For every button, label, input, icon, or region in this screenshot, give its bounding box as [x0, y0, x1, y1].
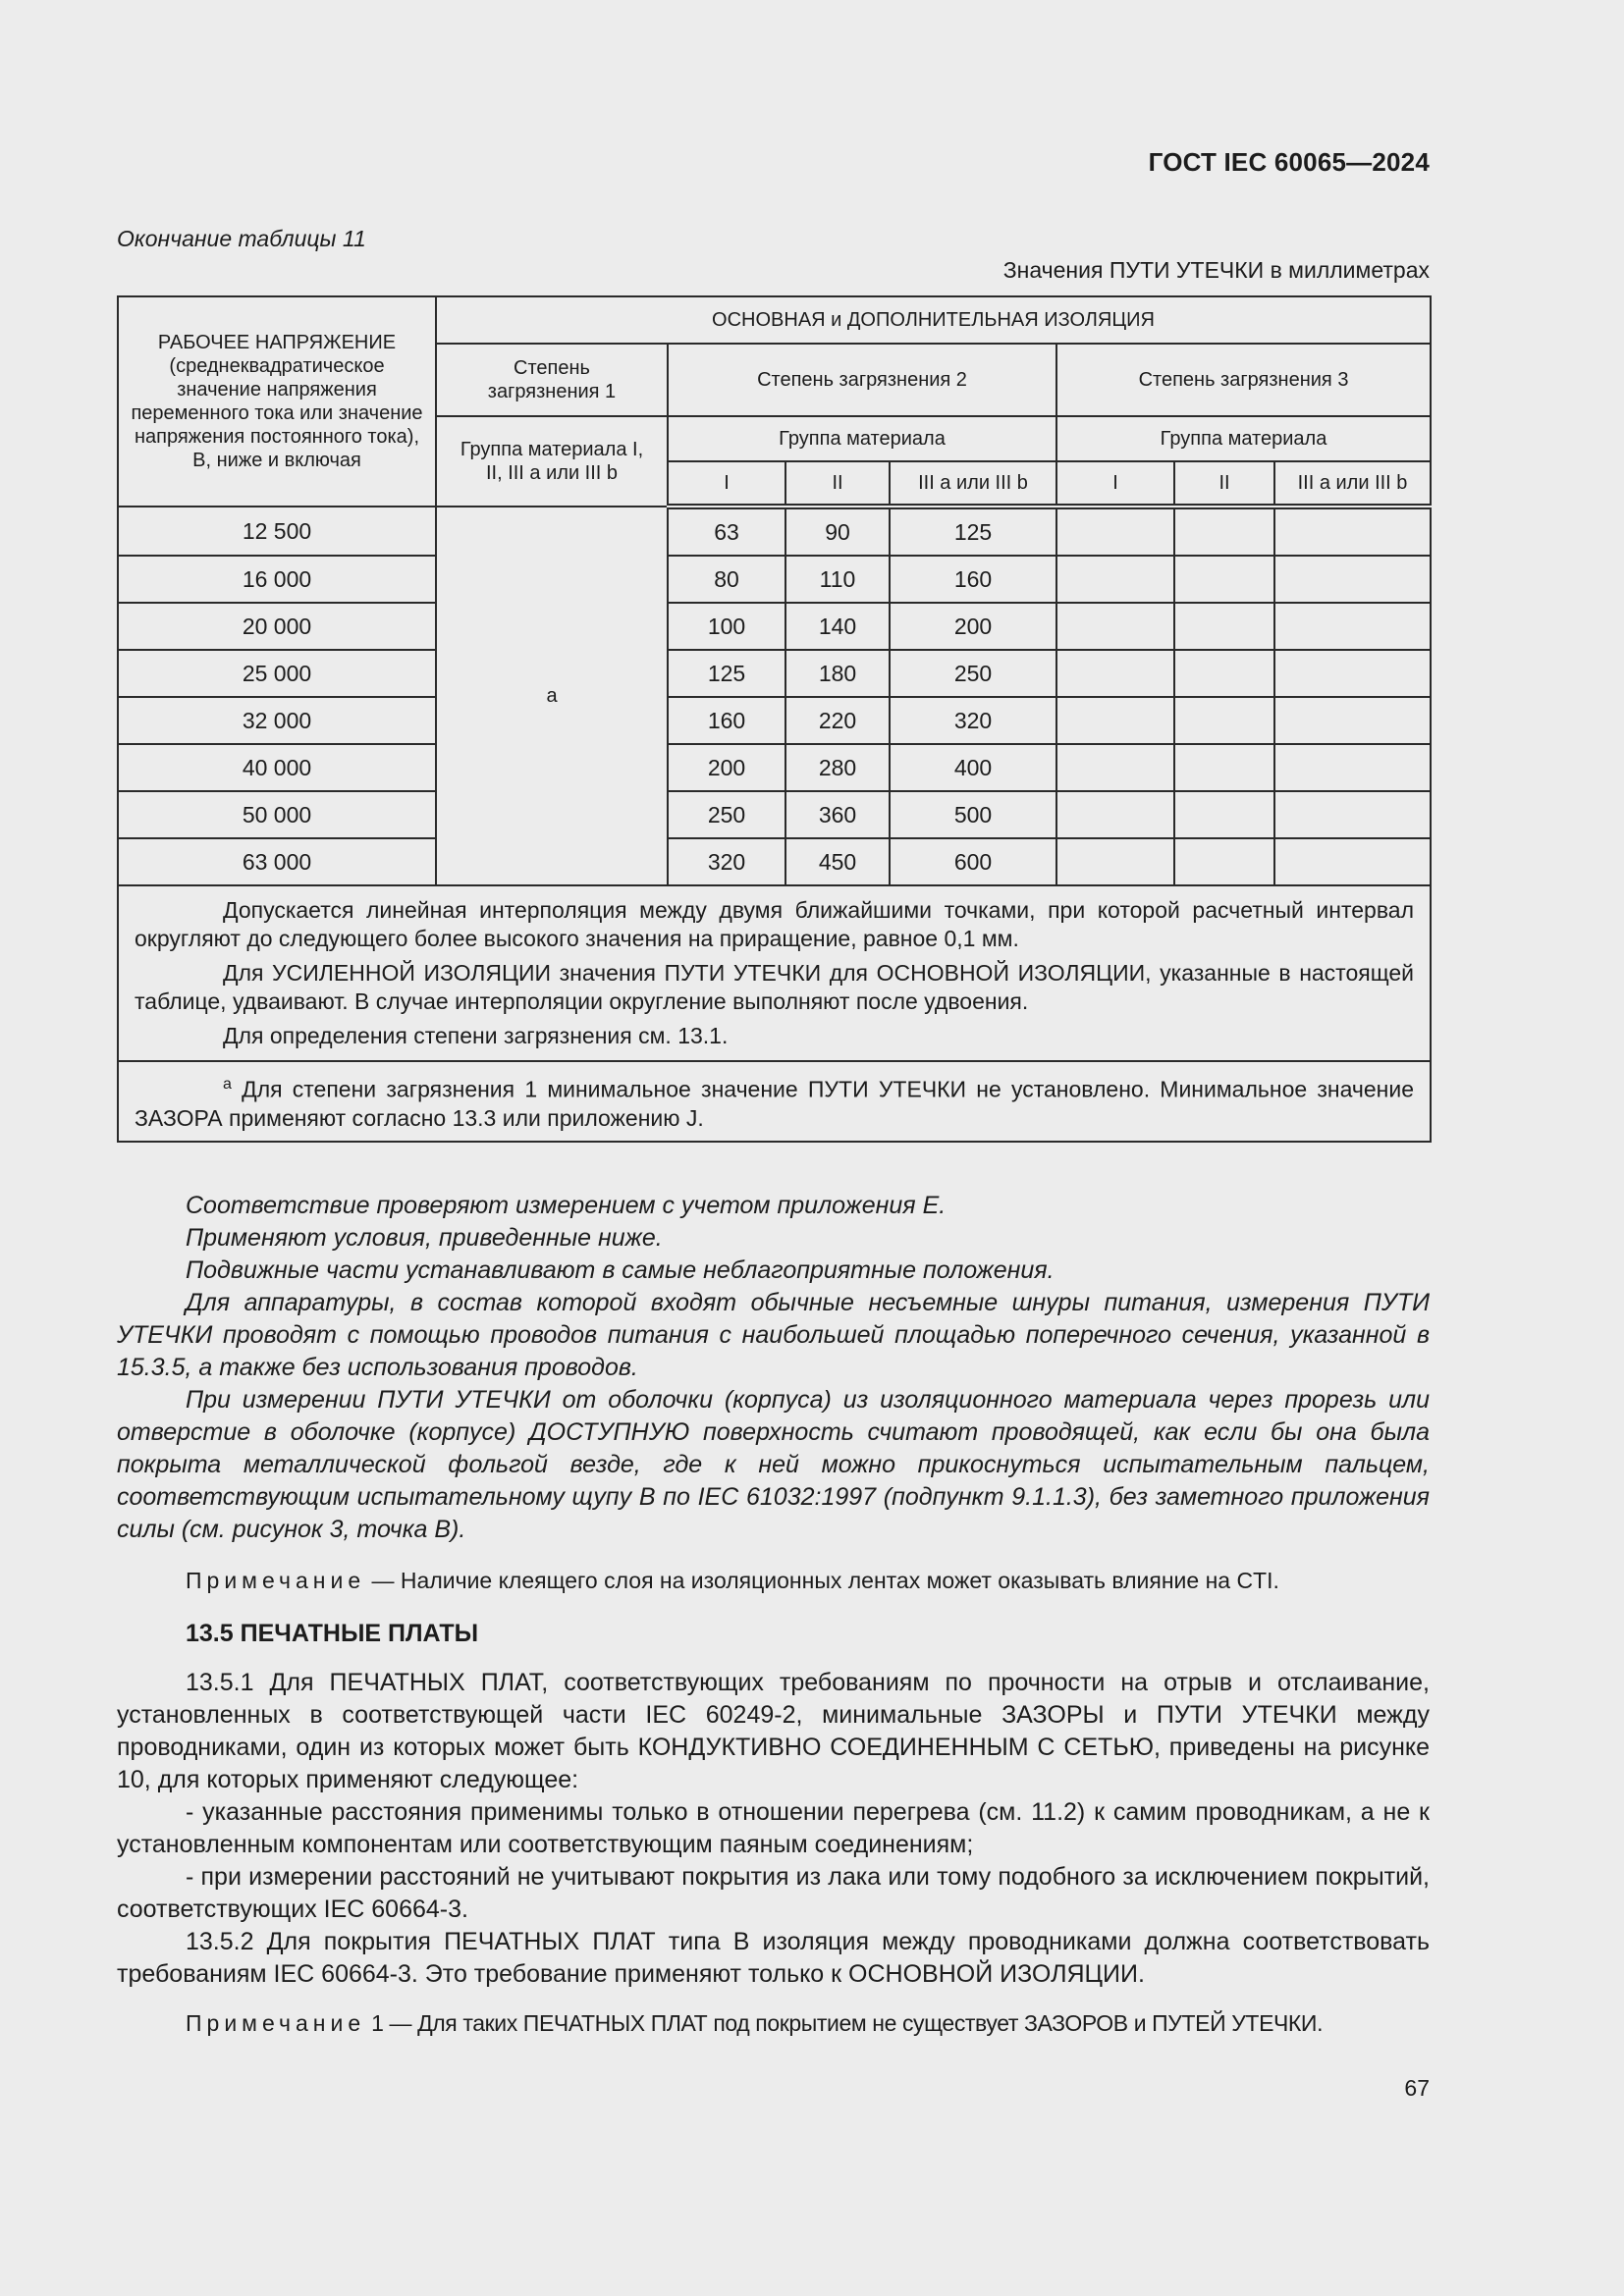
section-paragraph: 13.5.1 Для ПЕЧАТНЫХ ПЛАТ, соответствующих требованиям по прочности на отрыв и отслаивание, установленных в соответствующей части IEC 60249-2, минимальные ЗАЗОРЫ и ПУТИ УТЕЧКИ между проводниками, один из которых может быть КОНДУКТИВНО СОЕДИНЕННЫМ С СЕТЬЮ, приведены на рисунке 10, для которых применяют следующее:: [117, 1669, 1430, 1793]
header-col-ii: II: [1174, 461, 1274, 507]
cell-value: 360: [785, 791, 890, 838]
cell-value: 80: [668, 556, 785, 603]
page-number: 67: [1404, 2075, 1430, 2101]
cell-empty: [1174, 650, 1274, 697]
cell-empty: [1274, 838, 1431, 885]
compliance-block: [117, 1190, 1430, 1546]
cell-value: 200: [890, 603, 1056, 650]
cell-voltage: 25 000: [118, 650, 436, 697]
table-row: [118, 697, 1431, 744]
cell-value: 320: [890, 697, 1056, 744]
cell-empty: [1274, 603, 1431, 650]
table-footnote: [118, 1061, 1431, 1142]
header-pd1: Степень загрязнения 1: [436, 344, 668, 416]
cell-empty: [1174, 697, 1274, 744]
table-row: [118, 507, 1431, 556]
section-paragraph: - указанные расстояния применимы только в отношении перегрева (см. 11.2) к самим проводникам, а не к установленным компонентам или соответствующим паяным соединениям;: [117, 1798, 1430, 1858]
cell-voltage: 16 000: [118, 556, 436, 603]
header-material-group-pd1: Группа материала I, II, III a или III b: [436, 416, 668, 507]
cell-value: 280: [785, 744, 890, 791]
note-label: Примечание: [186, 2010, 366, 2036]
cell-pd1-footnote-ref: a: [436, 507, 668, 885]
cell-voltage: 40 000: [118, 744, 436, 791]
cell-value: 125: [668, 650, 785, 697]
header-voltage: РАБОЧЕЕ НАПРЯЖЕНИЕ (среднеквадратическое значение напряжения переменного тока или значение напряжения постоянного тока), В, ниже и включая: [118, 296, 436, 507]
header-col-i: I: [668, 461, 785, 507]
cell-value: 160: [668, 697, 785, 744]
cell-voltage: 12 500: [118, 507, 436, 556]
note-label: Примечание: [186, 1568, 366, 1593]
table-row: [118, 838, 1431, 885]
table-caption: Окончание таблицы 11: [117, 226, 366, 251]
cell-value: 220: [785, 697, 890, 744]
cell-empty: [1174, 791, 1274, 838]
cell-value: 250: [668, 791, 785, 838]
cell-empty: [1056, 556, 1174, 603]
cell-value: 160: [890, 556, 1056, 603]
compliance-paragraph: При измерении ПУТИ УТЕЧКИ от оболочки (корпуса) из изоляционного материала через прорезь или отверстие в оболочке (корпусе) ДОСТУПНУЮ поверхность считают проводящей, как если бы она была покрыта металлической фольгой везде, где к ней можно прикоснуться испытательным пальцем, соответствующим испытательному щупу В по IEC 61032:1997 (подпункт 9.1.1.3), без заметного приложения силы (см. рисунок 3, точка В).: [117, 1386, 1430, 1543]
cell-empty: [1056, 650, 1174, 697]
table-row: [118, 603, 1431, 650]
compliance-paragraph: Для аппаратуры, в состав которой входят обычные несъемные шнуры питания, измерения ПУТИ УТЕЧКИ проводят с помощью проводов питания с наибольшей площадью поперечного сечения, указанной в 15.3.5, а также без использования проводов.: [117, 1289, 1430, 1381]
cell-empty: [1056, 791, 1174, 838]
cell-value: 250: [890, 650, 1056, 697]
header-material-group-pd3: Группа материала: [1056, 416, 1431, 461]
cell-voltage: 50 000: [118, 791, 436, 838]
header-col-iii: III a или III b: [890, 461, 1056, 507]
compliance-paragraph: Подвижные части устанавливают в самые неблагоприятные положения.: [186, 1256, 1055, 1284]
cell-value: 450: [785, 838, 890, 885]
cell-empty: [1056, 507, 1174, 556]
cell-value: 90: [785, 507, 890, 556]
cell-value: 400: [890, 744, 1056, 791]
section-title: 13.5 ПЕЧАТНЫЕ ПЛАТЫ: [186, 1620, 479, 1647]
table-note: Для УСИЛЕННОЙ ИЗОЛЯЦИИ значения ПУТИ УТЕЧКИ для ОСНОВНОЙ ИЗОЛЯЦИИ, указанные в настоящей таблице, удваивают. В случае интерполяции округление выполняют после удвоения.: [135, 960, 1415, 1014]
note-text: 1 — Для таких ПЕЧАТНЫХ ПЛАТ под покрытием не существует ЗАЗОРОВ и ПУТЕЙ УТЕЧКИ.: [365, 2010, 1324, 2036]
cell-empty: [1174, 603, 1274, 650]
cell-empty: [1274, 697, 1431, 744]
table-notes: [118, 885, 1431, 1061]
cell-value: 125: [890, 507, 1056, 556]
cell-voltage: 63 000: [118, 838, 436, 885]
standard-code: ГОСТ IEC 60065—2024: [1148, 147, 1430, 177]
footnote-text: [135, 1070, 1414, 1133]
cell-value: 180: [785, 650, 890, 697]
section-body: [117, 1667, 1430, 1991]
section-paragraph: 13.5.2 Для покрытия ПЕЧАТНЫХ ПЛАТ типа В изоляция между проводниками должна соответствовать требованиям IEC 60664-3. Это требование применяют только к ОСНОВНОЙ ИЗОЛЯЦИИ.: [117, 1928, 1430, 1988]
cell-empty: [1174, 507, 1274, 556]
cell-empty: [1274, 507, 1431, 556]
cell-empty: [1056, 744, 1174, 791]
note-pcb: [117, 2008, 1430, 2038]
table-note: Допускается линейная интерполяция между двумя ближайшими точками, при которой расчетный интервал округляют до следующего более высокого значения на приращение, равное 0,1 мм.: [135, 897, 1415, 951]
section-paragraph: - при измерении расстояний не учитывают покрытия из лака или тому подобного за исключением покрытий, соответствующих IEC 60664-3.: [117, 1863, 1430, 1923]
note-cti: [117, 1566, 1430, 1595]
compliance-paragraph: Соответствие проверяют измерением с учетом приложения Е.: [186, 1192, 947, 1219]
header-col-i: I: [1056, 461, 1174, 507]
cell-value: 63: [668, 507, 785, 556]
footnote-mark: a: [223, 1076, 232, 1093]
table-units: Значения ПУТИ УТЕЧКИ в миллиметрах: [1002, 257, 1430, 283]
cell-empty: [1056, 838, 1174, 885]
cell-empty: [1274, 650, 1431, 697]
cell-empty: [1274, 556, 1431, 603]
header-pd2: Степень загрязнения 2: [668, 344, 1056, 416]
creepage-table: [117, 295, 1432, 1143]
cell-value: 600: [890, 838, 1056, 885]
cell-value: 320: [668, 838, 785, 885]
header-insulation: ОСНОВНАЯ и ДОПОЛНИТЕЛЬНАЯ ИЗОЛЯЦИЯ: [436, 296, 1431, 344]
cell-empty: [1056, 603, 1174, 650]
cell-value: 140: [785, 603, 890, 650]
cell-empty: [1274, 744, 1431, 791]
header-pd3: Степень загрязнения 3: [1056, 344, 1431, 416]
cell-empty: [1174, 744, 1274, 791]
cell-voltage: 32 000: [118, 697, 436, 744]
cell-voltage: 20 000: [118, 603, 436, 650]
table-row: [118, 556, 1431, 603]
table-note: Для определения степени загрязнения см. 13.1.: [223, 1023, 729, 1048]
table-row: [118, 650, 1431, 697]
header-col-ii: II: [785, 461, 890, 507]
cell-value: 110: [785, 556, 890, 603]
cell-empty: [1056, 697, 1174, 744]
header-col-iii: III a или III b: [1274, 461, 1431, 507]
table-row: [118, 791, 1431, 838]
table-row: [118, 744, 1431, 791]
cell-value: 100: [668, 603, 785, 650]
header-material-group-pd2: Группа материала: [668, 416, 1056, 461]
compliance-paragraph: Применяют условия, приведенные ниже.: [186, 1224, 663, 1252]
cell-empty: [1174, 556, 1274, 603]
cell-empty: [1274, 791, 1431, 838]
cell-value: 200: [668, 744, 785, 791]
cell-value: 500: [890, 791, 1056, 838]
cell-empty: [1174, 838, 1274, 885]
footnote-body: Для степени загрязнения 1 минимальное значение ПУТИ УТЕЧКИ не установлено. Минимальное значение ЗАЗОРА применяют согласно 13.3 или приложению J.: [135, 1076, 1415, 1131]
note-text: — Наличие клеящего слоя на изоляционных лентах может оказывать влияние на CTI.: [365, 1568, 1279, 1593]
